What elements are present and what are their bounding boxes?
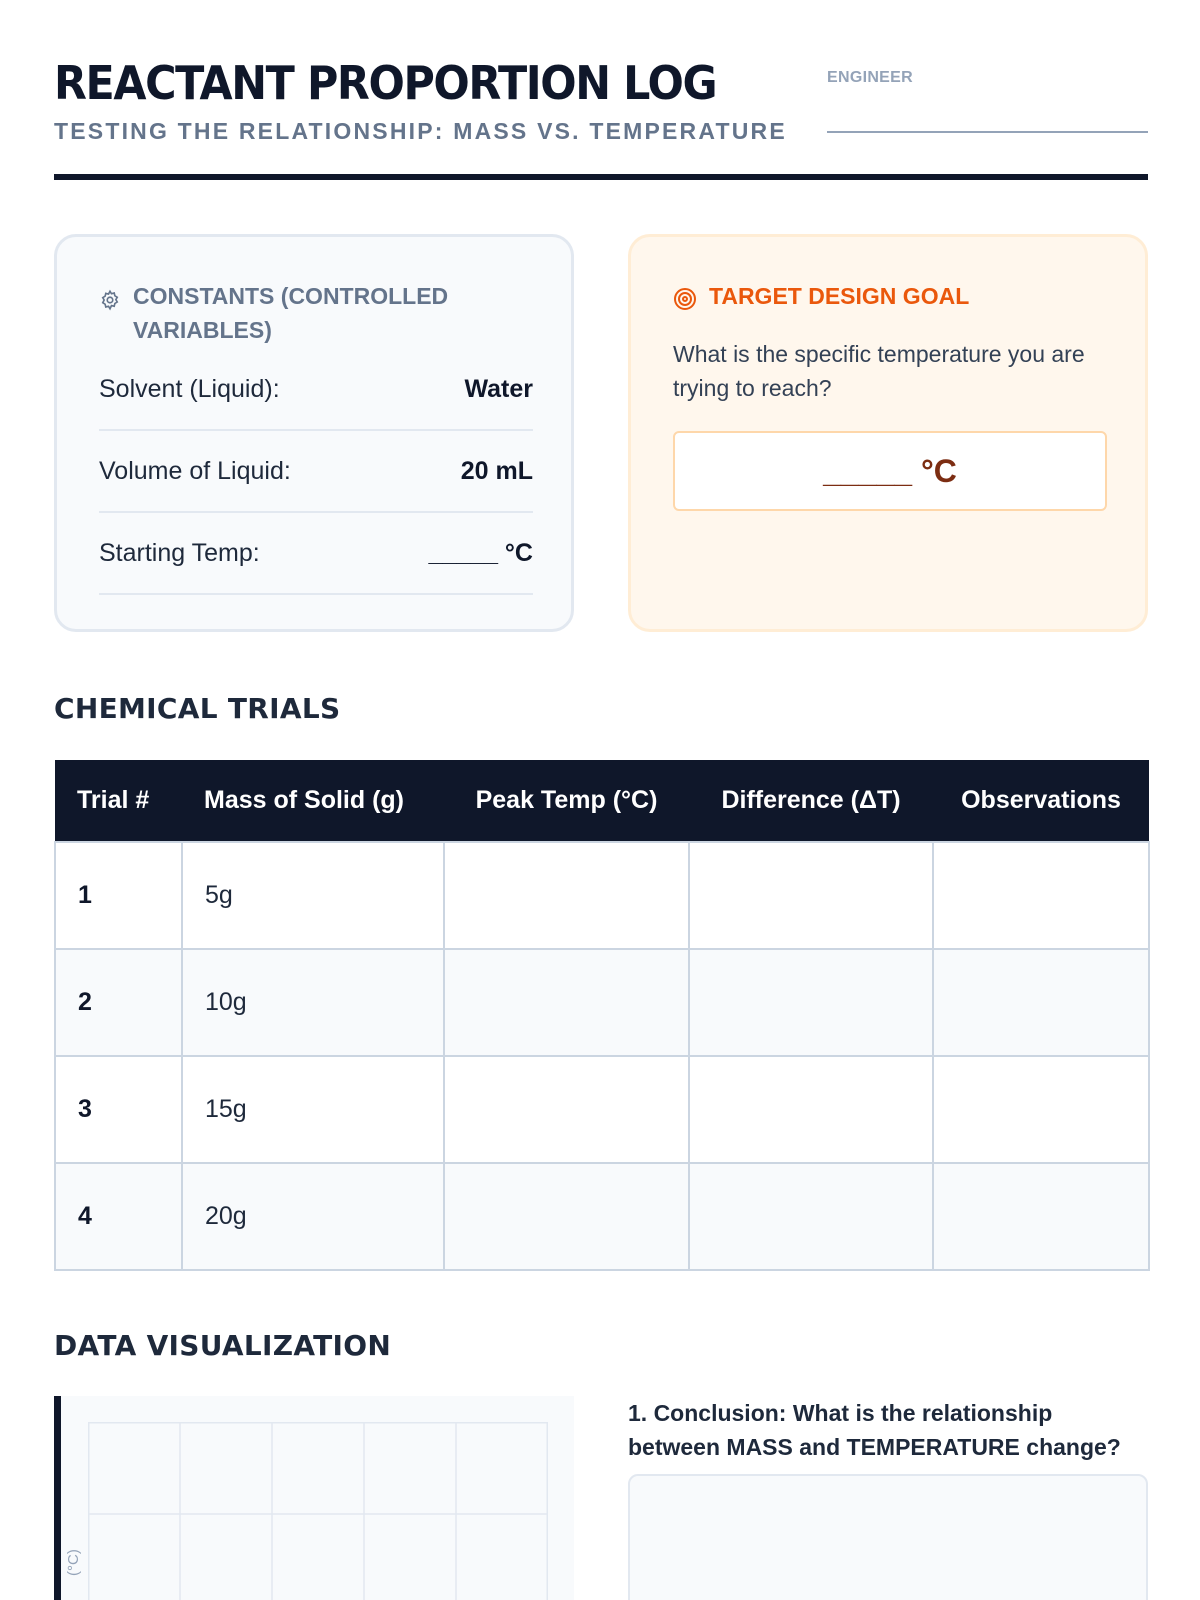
target-heading: TARGET DESIGN GOAL <box>709 283 970 309</box>
peak-temp-cell[interactable] <box>444 842 689 949</box>
page-subtitle: TESTING THE RELATIONSHIP: MASS VS. TEMPERATURE <box>54 118 787 144</box>
target-temp-field[interactable]: _____ °C <box>673 431 1107 511</box>
constant-value: 20 mL <box>460 456 533 485</box>
trial-number-cell: 3 <box>55 1056 182 1163</box>
table-header-row <box>55 760 1149 842</box>
target-icon <box>673 286 697 320</box>
mass-cell: 10g <box>182 949 444 1056</box>
graph-grid <box>88 1422 548 1600</box>
constants-card <box>54 234 574 632</box>
observations-cell[interactable] <box>933 949 1149 1056</box>
observations-cell[interactable] <box>933 1163 1149 1270</box>
column-header-difference: Difference (ΔT) <box>721 786 901 814</box>
column-header-mass: Mass of Solid (g) <box>204 786 404 814</box>
target-heading-row <box>673 279 1093 320</box>
visualization-section-title: DATA VISUALIZATION <box>54 1329 392 1362</box>
constant-row-volume <box>99 431 533 513</box>
constant-label: Volume of Liquid: <box>99 456 291 485</box>
table-row <box>55 949 1149 1056</box>
worksheet-header <box>54 56 1148 182</box>
graph-area[interactable] <box>54 1396 574 1600</box>
constants-heading-row <box>99 279 479 347</box>
peak-temp-cell[interactable] <box>444 1163 689 1270</box>
trial-number-cell: 2 <box>55 949 182 1056</box>
column-header-peak-temp: Peak Temp (°C) <box>475 786 658 814</box>
table-row <box>55 842 1149 949</box>
column-header-observations: Observations <box>961 786 1121 814</box>
constants-heading: CONSTANTS (CONTROLLED VARIABLES) <box>133 283 449 343</box>
trial-number-cell: 4 <box>55 1163 182 1270</box>
engineer-name-line[interactable] <box>827 131 1148 133</box>
table-row <box>55 1163 1149 1270</box>
header-divider <box>54 174 1148 180</box>
mass-cell: 15g <box>182 1056 444 1163</box>
graph-y-axis-label: (°C) <box>65 1549 82 1576</box>
column-header-trial: Trial # <box>77 786 150 814</box>
gear-icon <box>99 286 121 320</box>
starting-temp-blank[interactable]: _____ °C <box>428 538 533 567</box>
difference-cell[interactable] <box>689 842 933 949</box>
constant-label: Starting Temp: <box>99 538 260 567</box>
constant-row-starting-temp <box>99 513 533 595</box>
constant-value: Water <box>464 374 533 403</box>
peak-temp-cell[interactable] <box>444 1056 689 1163</box>
observations-cell[interactable] <box>933 1056 1149 1163</box>
target-question: What is the specific temperature you are trying to reach? <box>673 341 1085 401</box>
peak-temp-cell[interactable] <box>444 949 689 1056</box>
constant-row-solvent <box>99 349 533 431</box>
conclusion-question: 1. Conclusion: What is the relationship between MASS and TEMPERATURE change? <box>628 1400 1121 1460</box>
table-row <box>55 1056 1149 1163</box>
mass-cell: 5g <box>182 842 444 949</box>
difference-cell[interactable] <box>689 1163 933 1270</box>
trial-number-cell: 1 <box>55 842 182 949</box>
conclusion-answer-box[interactable] <box>628 1474 1148 1600</box>
constant-label: Solvent (Liquid): <box>99 374 280 403</box>
mass-cell: 20g <box>182 1163 444 1270</box>
engineer-label: ENGINEER <box>827 69 913 86</box>
target-goal-card <box>628 234 1148 632</box>
observations-cell[interactable] <box>933 842 1149 949</box>
difference-cell[interactable] <box>689 949 933 1056</box>
page-title: REACTANT PROPORTION LOG <box>54 56 717 110</box>
trials-table <box>54 760 1150 1271</box>
difference-cell[interactable] <box>689 1056 933 1163</box>
trials-section-title: CHEMICAL TRIALS <box>54 692 341 725</box>
